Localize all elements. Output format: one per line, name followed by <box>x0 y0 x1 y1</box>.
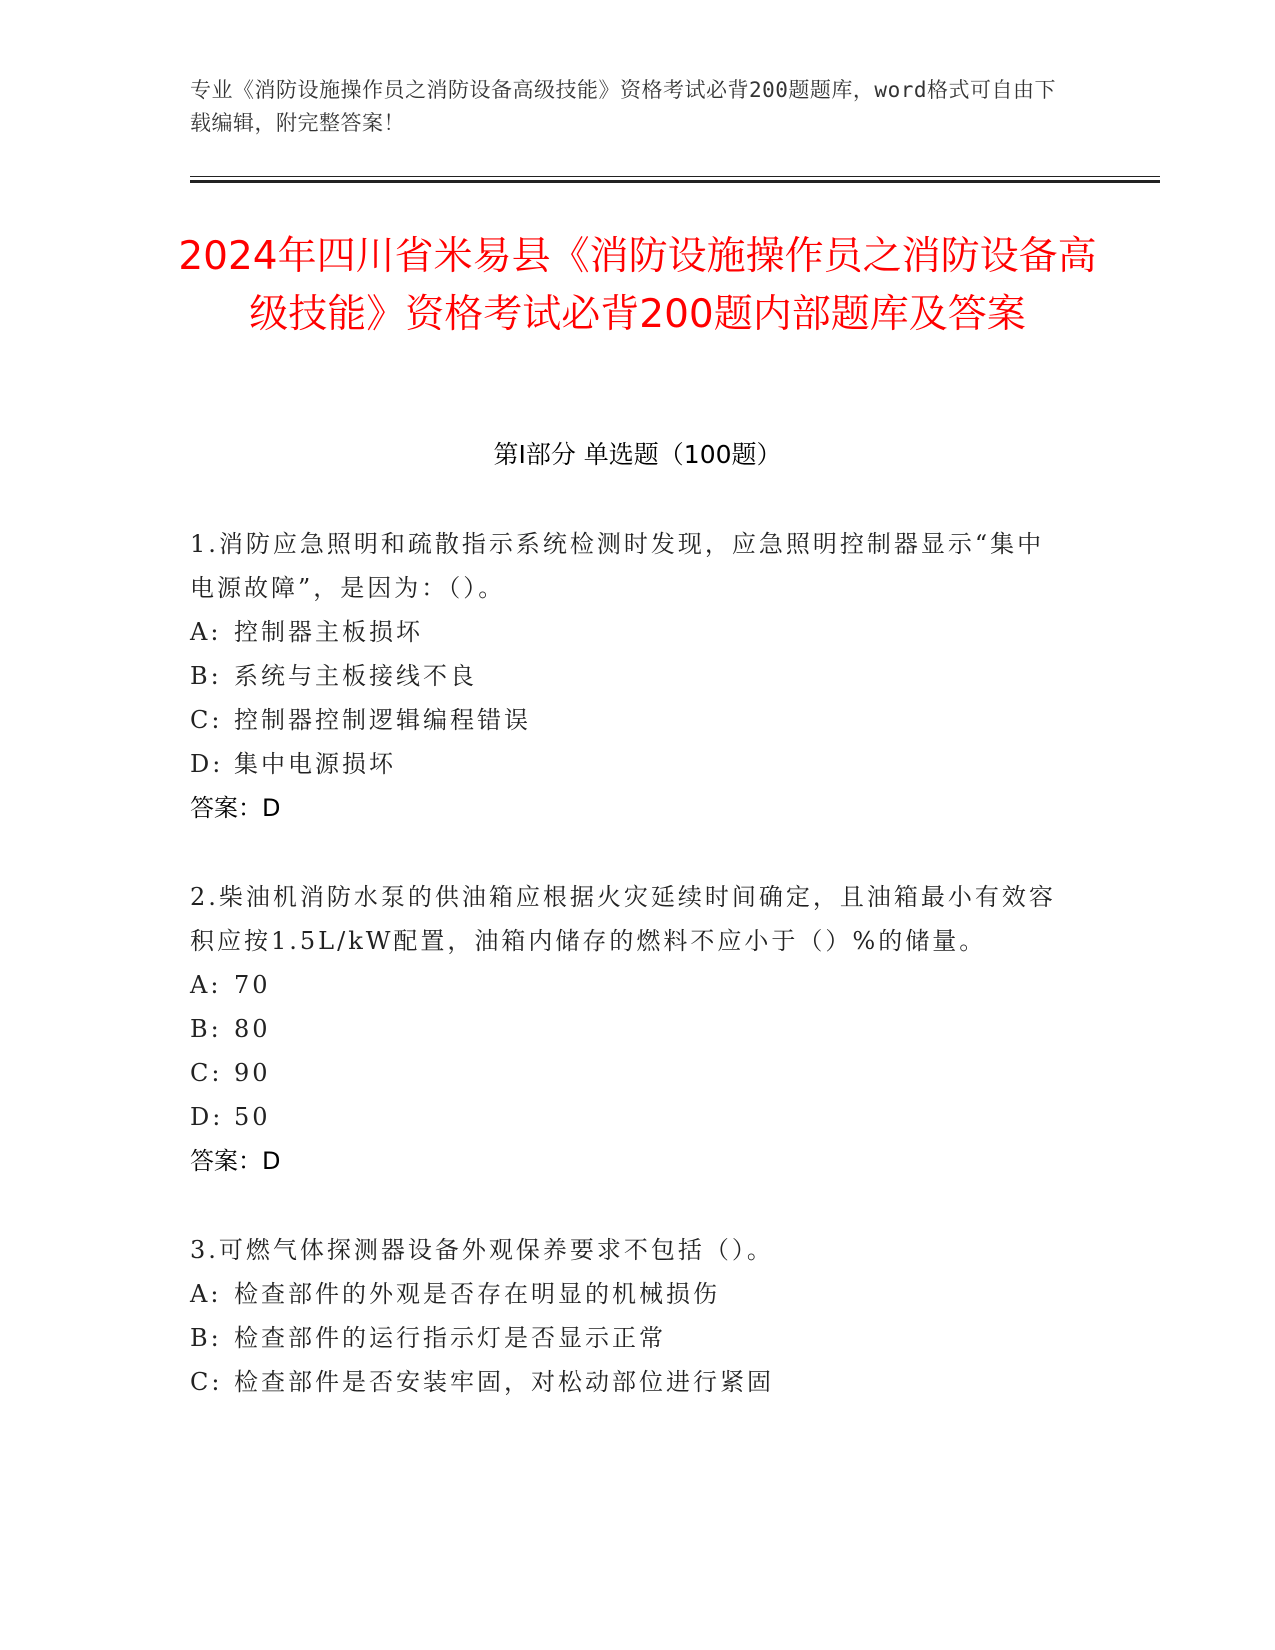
section-title: 第Ⅰ部分 单选题（100题） <box>493 440 782 469</box>
option-a <box>190 1272 1070 1316</box>
option-label: C: <box>190 1059 223 1087</box>
answer: 答案：D <box>190 794 281 822</box>
option-label: A: <box>190 618 222 646</box>
option-b <box>190 1007 1070 1051</box>
question-1 <box>190 522 1070 830</box>
question-text: 1.消防应急照明和疏散指示系统检测时发现，应急照明控制器显示“集中电源故障”，是因为：（）。 <box>190 530 1045 602</box>
question-text: 3.可燃气体探测器设备外观保养要求不包括（）。 <box>190 1236 774 1264</box>
option-label: B: <box>190 662 222 690</box>
option-text: 集中电源损坏 <box>234 750 396 778</box>
option-label: D: <box>190 1103 224 1131</box>
option-text: 检查部件的运行指示灯是否显示正常 <box>234 1324 666 1352</box>
option-label: B: <box>190 1015 222 1043</box>
option-text: 控制器控制逻辑编程错误 <box>234 706 531 734</box>
option-text: 检查部件的外观是否存在明显的机械损伤 <box>234 1280 720 1308</box>
option-label: C: <box>190 1368 223 1396</box>
option-a <box>190 963 1070 1007</box>
option-b <box>190 654 1070 698</box>
question-2 <box>190 875 1070 1183</box>
option-label: A: <box>190 971 222 999</box>
header-note: 专业《消防设施操作员之消防设备高级技能》资格考试必背200题题库，word格式可自由下载编辑，附完整答案！ <box>190 78 1056 135</box>
option-d <box>190 742 1070 786</box>
header-divider-thin <box>190 176 1160 177</box>
question-list <box>190 522 1070 1449</box>
option-d <box>190 1095 1070 1139</box>
option-label: B: <box>190 1324 222 1352</box>
option-text: 50 <box>234 1103 271 1131</box>
option-c <box>190 1051 1070 1095</box>
answer: 答案：D <box>190 1147 281 1175</box>
option-text: 系统与主板接线不良 <box>234 662 477 690</box>
option-text: 控制器主板损坏 <box>234 618 423 646</box>
option-b <box>190 1316 1070 1360</box>
option-label: A: <box>190 1280 222 1308</box>
header-divider-thick <box>190 180 1160 183</box>
option-text: 70 <box>234 971 271 999</box>
question-3 <box>190 1228 1070 1404</box>
document-title: 2024年四川省米易县《消防设施操作员之消防设备高级技能》资格考试必背200题内部题库及答案 <box>178 234 1097 337</box>
option-label: C: <box>190 706 223 734</box>
option-c <box>190 1360 1070 1404</box>
option-text: 90 <box>234 1059 271 1087</box>
option-text: 80 <box>234 1015 271 1043</box>
option-label: D: <box>190 750 224 778</box>
option-a <box>190 610 1070 654</box>
option-c <box>190 698 1070 742</box>
option-text: 检查部件是否安装牢固，对松动部位进行紧固 <box>234 1368 774 1396</box>
question-text: 2.柴油机消防水泵的供油箱应根据火灾延续时间确定，且油箱最小有效容积应按1.5L/kW配置，油箱内储存的燃料不应小于（）%的储量。 <box>190 883 1056 955</box>
